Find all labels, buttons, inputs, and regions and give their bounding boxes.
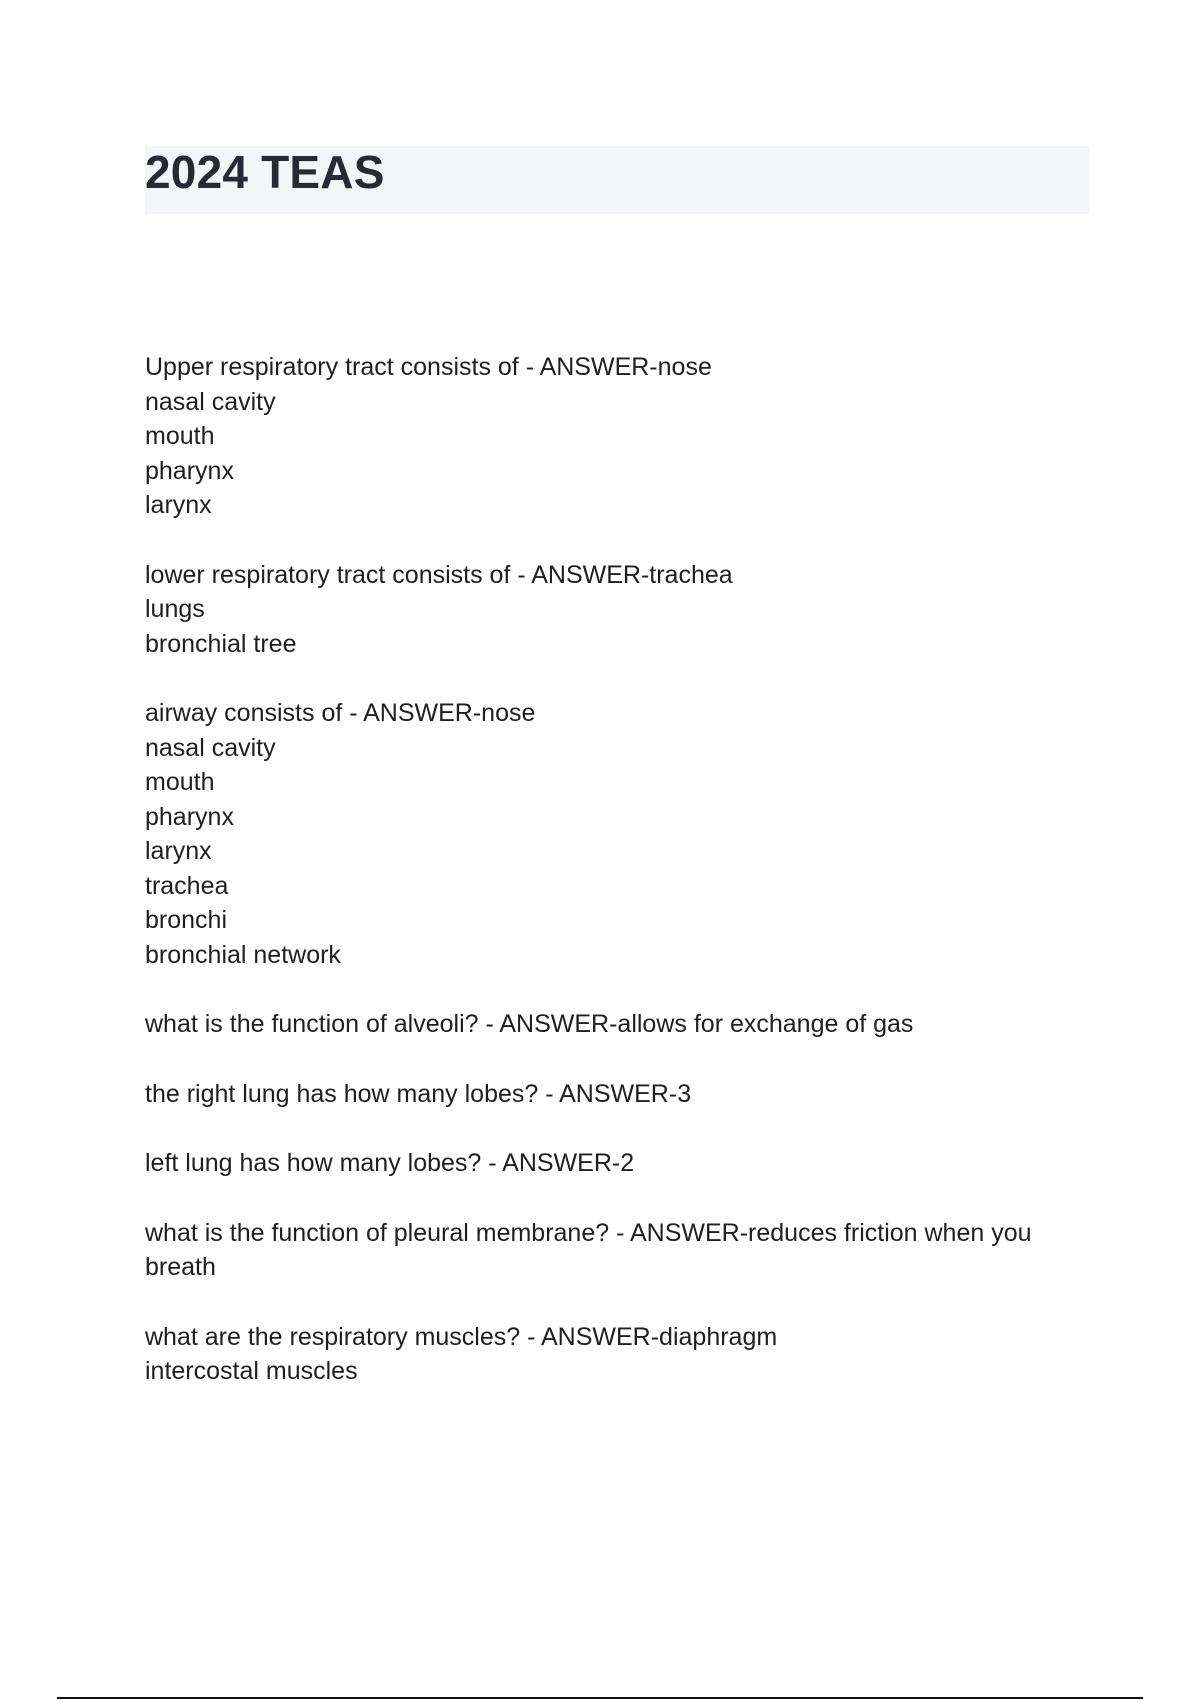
qa-line: Upper respiratory tract consists of - ANSWER-nose <box>145 353 712 381</box>
qa-line: airway consists of - ANSWER-nose <box>145 699 536 727</box>
qa-item <box>145 1216 1095 1285</box>
qa-item <box>145 696 1095 972</box>
qa-item <box>145 350 1095 523</box>
qa-item <box>145 1077 1095 1112</box>
qa-line: lower respiratory tract consists of - ANSWER-trachea <box>145 560 733 589</box>
qa-item <box>145 558 1095 662</box>
qa-line: mouth <box>145 422 215 450</box>
qa-line: pharynx <box>145 802 234 831</box>
qa-line: pharynx <box>145 456 234 485</box>
document-title: 2024 TEAS <box>145 146 385 198</box>
qa-line: nasal cavity <box>145 387 276 416</box>
qa-line: intercostal muscles <box>145 1357 358 1385</box>
qa-line: lungs <box>145 595 205 623</box>
qa-line: left lung has how many lobes? - ANSWER-2 <box>145 1149 635 1177</box>
qa-line: breath <box>145 1253 216 1281</box>
qa-line: larynx <box>145 491 212 519</box>
qa-line: bronchial tree <box>145 629 297 658</box>
qa-item <box>145 1007 1095 1042</box>
qa-line: larynx <box>145 837 212 865</box>
qa-line: trachea <box>145 871 229 900</box>
qa-line: nasal cavity <box>145 733 276 762</box>
footer-divider <box>57 1697 1143 1699</box>
qa-line: what are the respiratory muscles? - ANSWER-diaphragm <box>145 1322 778 1351</box>
qa-item <box>145 1320 1095 1389</box>
qa-item <box>145 1146 1095 1181</box>
qa-line: what is the function of pleural membrane? - ANSWER-reduces friction when you <box>145 1218 1032 1247</box>
qa-line: the right lung has how many lobes? - ANSWER-3 <box>145 1079 692 1108</box>
qa-line: bronchial network <box>145 940 341 969</box>
qa-line: what is the function of alveoli? - ANSWER-allows for exchange of gas <box>145 1010 914 1038</box>
qa-list <box>145 350 1095 1424</box>
qa-line: mouth <box>145 768 215 796</box>
qa-line: bronchi <box>145 906 227 934</box>
